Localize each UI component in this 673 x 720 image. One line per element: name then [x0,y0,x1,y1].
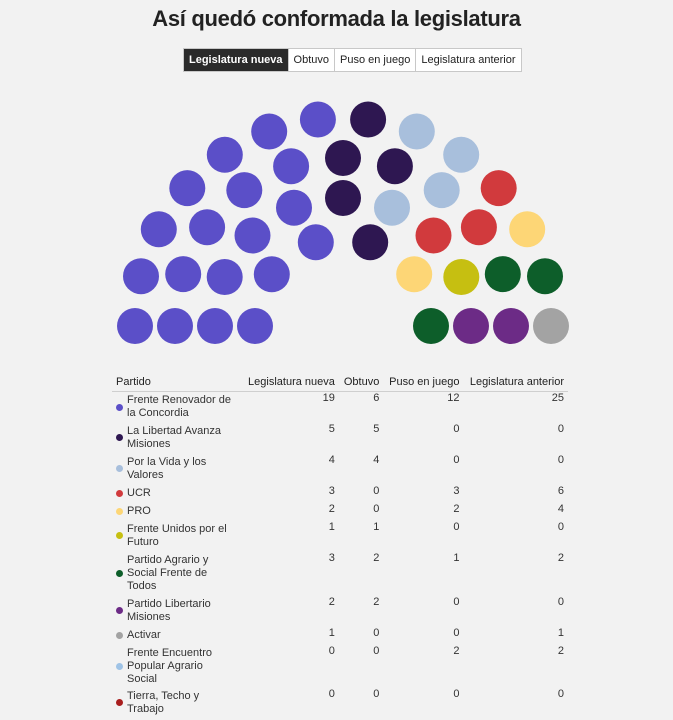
seat-dot [169,170,205,206]
header-legislatura-anterior: Legislatura anterior [463,373,568,392]
table-row [112,392,568,423]
party-color-swatch [116,532,123,539]
seat-dot [377,148,413,184]
table-row [112,645,568,688]
value-legislatura-anterior: 0 [557,422,564,435]
header-obtuvo: Obtuvo [339,373,383,392]
table-row [112,521,568,552]
party-color-swatch [116,699,123,706]
value-obtuvo: 0 [373,687,380,700]
value-legislatura-anterior: 6 [557,484,564,497]
party-cell [112,423,242,454]
seat-dot [396,256,432,292]
header-puso-en-juego: Puso en juego [383,373,463,392]
seat-dot [509,211,545,247]
seat-dot [251,114,287,150]
seat-dot [157,308,193,344]
party-color-swatch [116,607,123,614]
seat-dot [424,172,460,208]
seat-dot [123,258,159,294]
party-name: Frente Encuentro Popular Agrario Social [127,646,212,685]
value-legislatura-nueva: 2 [328,502,335,515]
value-obtuvo: 2 [373,595,380,608]
seat-dot [298,224,334,260]
tab-legislatura-nueva[interactable]: Legislatura nueva [184,49,288,71]
seat-dot [485,256,521,292]
party-color-swatch [116,465,123,472]
value-legislatura-nueva: 0 [328,687,335,700]
party-name: Frente Renovador de la Concordia [127,394,231,419]
seat-dot [276,190,312,226]
value-legislatura-anterior: 0 [557,595,564,608]
party-name: Frente Unidos por el Futuro [127,522,227,548]
table-header-row [112,373,568,392]
tab-legislatura-anterior[interactable]: Legislatura anterior [415,49,520,71]
seat-dot [399,114,435,150]
party-color-swatch [116,632,123,639]
value-legislatura-anterior: 25 [551,392,564,404]
party-name: Por la Vida y los Valores [127,455,207,481]
table-row [112,688,568,719]
seat-dot [197,308,233,344]
seat-dot [325,140,361,176]
seat-dot [117,308,153,344]
seat-dot [443,259,479,295]
table-row [112,423,568,454]
party-name: Partido Agrario y Social Frente de Todos [127,553,209,592]
value-legislatura-nueva: 3 [328,551,335,564]
value-puso-en-juego: 12 [447,392,460,404]
seat-dot [413,308,449,344]
value-legislatura-nueva: 19 [322,392,335,404]
value-puso-en-juego: 0 [453,520,460,533]
party-color-swatch [116,404,123,411]
value-legislatura-nueva: 4 [328,453,335,466]
value-puso-en-juego: 0 [453,687,460,700]
value-legislatura-nueva: 3 [328,484,335,497]
seat-dot [374,190,410,226]
value-puso-en-juego: 3 [453,484,460,497]
value-obtuvo: 0 [373,484,380,497]
seat-dot [237,308,273,344]
header-legislatura-nueva: Legislatura nueva [242,373,339,392]
seat-dot [350,102,386,138]
tab-puso-en-juego[interactable]: Puso en juego [334,49,415,71]
seat-dot [443,137,479,173]
value-obtuvo: 2 [373,551,380,564]
value-puso-en-juego: 0 [453,626,460,639]
seat-dot [273,148,309,184]
value-legislatura-anterior: 4 [557,502,564,515]
seat-dot [352,224,388,260]
party-cell [112,392,242,423]
value-obtuvo: 0 [373,644,380,657]
seat-dot [481,170,517,206]
value-legislatura-nueva: 0 [328,644,335,657]
value-puso-en-juego: 2 [453,644,460,657]
value-legislatura-anterior: 0 [557,520,564,533]
value-legislatura-anterior: 2 [557,644,564,657]
seat-dot [325,180,361,216]
party-color-swatch [116,434,123,441]
value-puso-en-juego: 1 [453,551,460,564]
party-cell [112,688,242,719]
seat-dot [226,172,262,208]
seat-dot [461,209,497,245]
seat-dot [189,209,225,245]
party-cell [112,645,242,688]
party-name: Tierra, Techo y Trabajo [127,689,200,715]
value-puso-en-juego: 0 [453,453,460,466]
value-legislatura-nueva: 1 [328,626,335,639]
table-row [112,454,568,485]
seat-dot [207,137,243,173]
value-obtuvo: 4 [373,453,380,466]
party-color-swatch [116,508,123,515]
party-cell [112,503,242,521]
value-puso-en-juego: 0 [453,595,460,608]
seat-dot [453,308,489,344]
seat-dot [235,218,271,254]
seat-dot [300,102,336,138]
party-color-swatch [116,663,123,670]
value-legislatura-nueva: 2 [328,595,335,608]
party-cell [112,627,242,645]
value-obtuvo: 1 [373,520,380,533]
table-row [112,596,568,627]
table-row [112,552,568,596]
seat-dot [207,259,243,295]
header-partido: Partido [112,373,242,392]
party-name: Activar [127,628,161,641]
party-name: La Libertad Avanza Misiones [127,424,221,450]
value-legislatura-nueva: 5 [328,422,335,435]
seat-dot [493,308,529,344]
value-legislatura-anterior: 1 [557,626,564,639]
seat-dot [165,256,201,292]
seats-table [112,373,568,719]
page-title: Así quedó conformada la legislatura [152,6,521,31]
party-cell [112,596,242,627]
seat-dot [141,211,177,247]
party-name: Partido Libertario Misiones [127,597,211,623]
party-cell [112,521,242,552]
table-row [112,485,568,503]
value-obtuvo: 5 [373,422,380,435]
value-obtuvo: 6 [373,392,380,404]
table-row [112,503,568,521]
value-puso-en-juego: 2 [453,502,460,515]
party-color-swatch [116,570,123,577]
value-legislatura-anterior: 2 [557,551,564,564]
value-obtuvo: 0 [373,626,380,639]
party-color-swatch [116,490,123,497]
party-name: PRO [127,504,151,517]
value-puso-en-juego: 0 [453,422,460,435]
seat-dot [254,256,290,292]
value-legislatura-anterior: 0 [557,687,564,700]
value-legislatura-nueva: 1 [328,520,335,533]
value-obtuvo: 0 [373,502,380,515]
party-name: UCR [127,486,151,499]
tab-obtuvo[interactable]: Obtuvo [288,49,334,71]
value-legislatura-anterior: 0 [557,453,564,466]
seat-dot [533,308,569,344]
party-cell [112,454,242,485]
seat-dot [527,258,563,294]
party-cell [112,485,242,503]
table-row [112,627,568,645]
seat-dot [416,218,452,254]
party-cell [112,552,242,596]
